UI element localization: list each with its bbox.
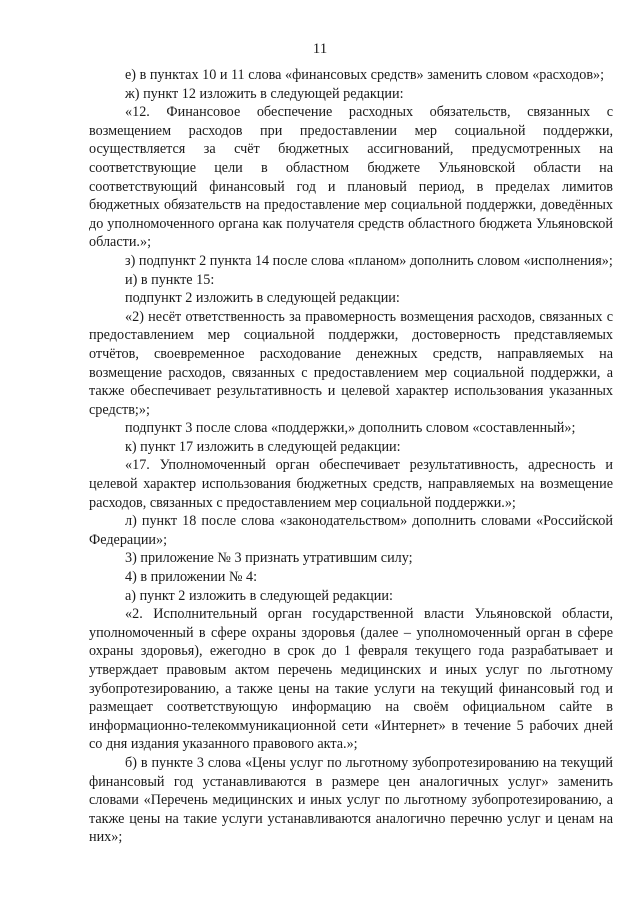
paragraph-z: з) подпункт 2 пункта 14 после слова «планом» дополнить словом «исполнения»; — [125, 252, 613, 269]
page-number: 11 — [312, 41, 328, 57]
paragraph-b: б) в пункте 3 слова «Цены услуг по льготному зубопротезированию на текущий финансовый год устанавливаются в размере цен аналогичных услуг» заменить словами «Перечень медицинских и иных услуг по льготному зубопротезированию, а также цены на такие услуги устанавливаются аналогично перечню услуг и ценам на них»; — [89, 754, 613, 846]
paragraph-l: л) пункт 18 после слова «законодательством» дополнить словами «Российской Федерации»; — [89, 513, 613, 548]
paragraph-a: а) пункт 2 изложить в следующей редакции: — [125, 587, 393, 604]
paragraph-subitem-2-text: «2) несёт ответственность за правомерность возмещения расходов, связанных с предоставлением мер социальной поддержки, достоверность представляемых отчётов, своевременное расходование денежных средств, направляемых на возмещение расходов, связанных с предоставлением мер социальной поддержки, а также обеспечивает результативность и целевой характер использования указанных средств;»; — [89, 308, 613, 418]
document-body — [89, 66, 613, 847]
paragraph-item-12-text: «12. Финансовое обеспечение расходных обязательств, связанных с возмещением расходов при предоставлении мер социальной поддержки, осуществляется за счёт бюджетных ассигнований, предусмотренных на соответствующие цели в областном бюджете Ульяновской области на соответствующий финансовый год и плановый период, в пределах лимитов бюджетных обязательств на предоставление мер социальной поддержки, доведённых до уполномоченного органа как получателя средств областного бюджета Ульяновской области.»; — [89, 104, 613, 251]
paragraph-i: и) в пункте 15: — [125, 271, 215, 288]
paragraph-zh: ж) пункт 12 изложить в следующей редакции: — [125, 85, 404, 102]
paragraph-3: 3) приложение № 3 признать утратившим силу; — [125, 550, 413, 567]
paragraph-e: е) в пунктах 10 и 11 слова «финансовых средств» заменить словом «расходов»; — [125, 67, 605, 83]
paragraph-item-2-text: «2. Исполнительный орган государственной власти Ульяновской области, уполномоченный в сфере охраны здоровья (далее – уполномоченный орган в сфере охраны здоровья), ежегодно в срок до 1 февраля текущего года разрабатывает и утверждает правовым актом перечень медицинских и иных услуг по льготному зубопротезированию, а также цены на такие услуги на текущий финансовый год и размещает соответствующую информацию на своём официальном сайте в информационно-телекоммуникационной сети «Интернет» в течение 5 рабочих дней со дня издания указанного правового акта.»; — [89, 606, 613, 753]
paragraph-k: к) пункт 17 изложить в следующей редакции: — [125, 438, 401, 455]
paragraph-subitem-2-heading: подпункт 2 изложить в следующей редакции: — [125, 290, 400, 307]
paragraph-4: 4) в приложении № 4: — [125, 569, 258, 586]
paragraph-subitem-3: подпункт 3 после слова «поддержки,» дополнить словом «составленный»; — [125, 420, 576, 437]
paragraph-item-17-text: «17. Уполномоченный орган обеспечивает результативность, адресность и целевой характер использования бюджетных средств, направляемых на возмещение расходов, связанных с предоставлением мер социальной поддержки.»; — [89, 457, 613, 511]
